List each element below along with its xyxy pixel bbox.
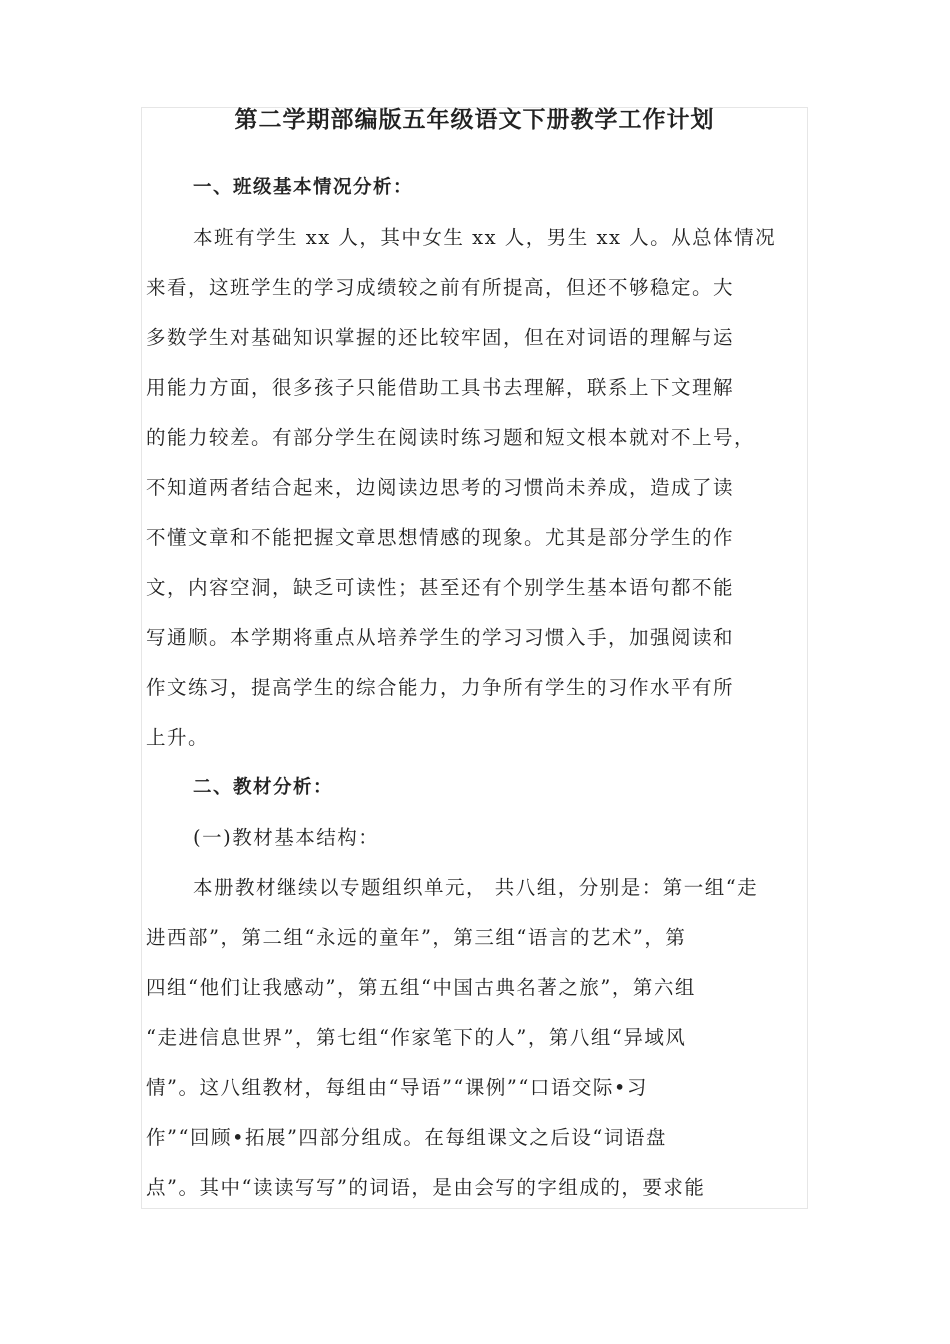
paragraph-line: 不知道两者结合起来，边阅读边思考的习惯尚未养成，造成了读 <box>146 476 735 499</box>
paragraph-line: 的能力较差。有部分学生在阅读时练习题和短文根本就对不上号， <box>146 426 756 449</box>
paragraph-line: 多数学生对基础知识掌握的还比较牢固，但在对词语的理解与运 <box>146 326 735 349</box>
paragraph-line: 点”。其中“读读写写”的词语，是由会写的字组成的，要求能 <box>146 1176 706 1199</box>
paragraph-line: 本班有学生 xx 人，其中女生 xx 人，男生 xx 人。从总体情况 <box>193 226 777 249</box>
paragraph-line: 用能力方面，很多孩子只能借助工具书去理解，联系上下文理解 <box>146 376 735 399</box>
paragraph-line: “走进信息世界”，第七组“作家笔下的人”，第八组“异域风 <box>146 1026 687 1049</box>
paragraph-line: 四组“他们让我感动”，第五组“中国古典名著之旅”，第六组 <box>146 976 696 999</box>
paragraph-line: 写通顺。本学期将重点从培养学生的学习习惯入手，加强阅读和 <box>146 626 735 649</box>
paragraph-line: 作文练习，提高学生的综合能力，力争所有学生的习作水平有所 <box>146 676 735 699</box>
paragraph-line: 不懂文章和不能把握文章思想情感的现象。尤其是部分学生的作 <box>146 526 735 549</box>
document-title: 第二学期部编版五年级语文下册教学工作计划 <box>234 106 715 133</box>
section-heading-textbook-analysis: 二、教材分析： <box>193 777 334 798</box>
document-body <box>146 163 806 1213</box>
section-heading-class-analysis: 一、班级基本情况分析： <box>193 177 414 198</box>
subsection-heading-structure: (一)教材基本结构： <box>193 826 380 849</box>
paragraph-line: 作”“回顾•拓展”四部分组成。在每组课文之后设“词语盘 <box>146 1126 667 1149</box>
paragraph-line: 上升。 <box>146 726 210 749</box>
paragraph-line: 文，内容空洞，缺乏可读性；甚至还有个别学生基本语句都不能 <box>146 576 735 599</box>
paragraph-line: 本册教材继续以专题组织单元， 共八组，分别是：第一组“走 <box>193 876 759 899</box>
paragraph-line: 进西部”，第二组“永远的童年”，第三组“语言的艺术”，第 <box>146 926 687 949</box>
paragraph-line: 来看，这班学生的学习成绩较之前有所提高，但还不够稳定。大 <box>146 276 735 299</box>
paragraph-line: 情”。这八组教材，每组由“导语”“课例”“口语交际•习 <box>146 1076 648 1099</box>
